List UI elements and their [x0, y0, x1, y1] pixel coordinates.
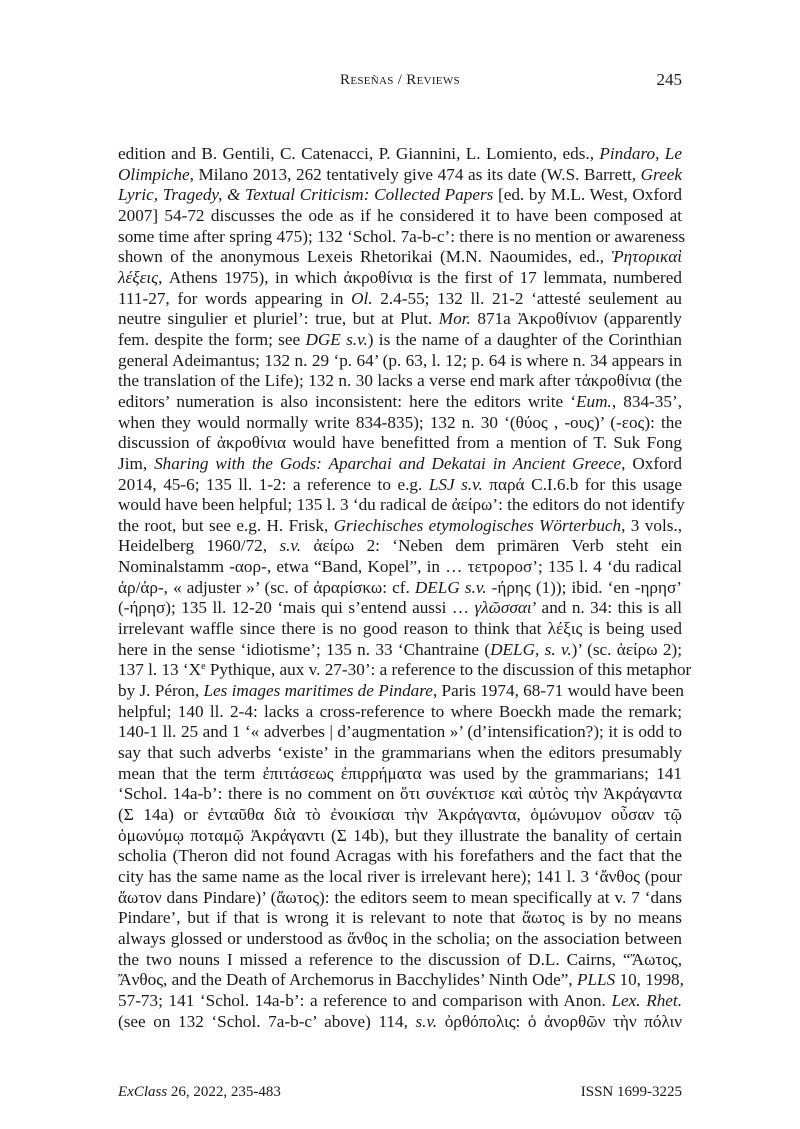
text-segment: , Athens 1975), in which ἀκροθίνια is the first of 17 lemmata, numbered [158, 267, 682, 287]
text-segment: the root, but see e.g. H. Frisk, [118, 515, 334, 535]
italic-text: s.v. [415, 1011, 438, 1031]
text-segment: (see on 132 ‘Schol. 7a-b-c’ above) 114, [118, 1011, 416, 1031]
text-line [118, 536, 682, 557]
text-segment: editors’ numeration is also inconsistent: here the editors write ‘ [118, 391, 577, 411]
text-segment: helpful; 140 ll. 2-4: lacks a cross-reference to where Boeckh made the remark; [118, 701, 682, 721]
italic-text: Ῥητορικαὶ [611, 247, 682, 267]
text-line [118, 206, 682, 227]
text-line [118, 516, 682, 537]
text-segment: , Paris 1974, 68-71 would have been [432, 681, 685, 701]
italic-text: s.v. [279, 536, 302, 556]
text-segment: scholia (Theron did not found Acragas with his forefathers and the fact that the [118, 846, 682, 866]
text-segment: ὀρθόπολις: ὁ ἀνορθῶν τὴν πόλιν [437, 1011, 682, 1031]
text-line [118, 619, 682, 640]
text-segment: 111-27, for words appearing in [118, 288, 352, 308]
text-segment: 137 l. 13 ‘X [118, 660, 202, 680]
text-segment: shown of the anonymous Lexeis Rhetorikai (M.N. Naoumides, ed., [118, 247, 612, 267]
text-line [118, 578, 682, 599]
text-segment: ἀρ/ἀρ-, « adjuster »’ (sc. of ἀραρίσκω: cf. [118, 577, 415, 597]
italic-text: Greek [640, 164, 682, 184]
italic-text: DGE s.v. [305, 329, 368, 349]
text-line [118, 929, 682, 950]
text-segment: ‘Schol. 14a-b’: there is no comment on ὅτι συνέκτισε καὶ αὐτὸς τὴν Ἀκράγαντα [118, 784, 682, 804]
text-line [118, 805, 682, 826]
footer-citation [118, 1084, 281, 1101]
text-line [118, 867, 682, 888]
text-segment: the translation of the Life); 132 n. 30 lacks a verse end mark after τἀκροθίνια (the [118, 371, 682, 391]
italic-text: Lyric, Tragedy, & Textual Criticism: Collected Papers [118, 185, 494, 205]
text-segment: Nominalstamm -αορ-, etwa “Band, Kopel”, in … τετροροσ’; 135 l. 4 ‘du radical [118, 557, 682, 577]
text-segment: Heidelberg 1960/72, [118, 536, 280, 556]
italic-text: Olimpiche [118, 164, 190, 184]
text-line [118, 289, 682, 310]
text-line [118, 144, 682, 165]
text-line [118, 351, 682, 372]
text-segment: irrelevant waffle since there is no good reason to think that λέξις is being used [118, 619, 682, 639]
text-line [118, 743, 682, 764]
text-line [118, 598, 682, 619]
text-segment: , Milano 2013, 262 tentatively give 474 as its date (W.S. Barrett, [189, 164, 641, 184]
text-segment: say that such adverbs ‘existe’ in the grammarians when the editors presumably [118, 743, 682, 763]
text-segment: city has the same name as the local river is irrelevant here); 141 l. 3 ‘ἄνθος (pour [118, 866, 682, 886]
text-line [118, 722, 682, 743]
text-line [118, 371, 682, 392]
italic-text: DELG s.v. [414, 577, 487, 597]
text-segment: mean that the term ἐπιτάσεως ἐπιρρήματα was used by the grammarians; 141 [118, 763, 682, 783]
text-segment: the two nouns I missed a reference to the discussion of D.L. Cairns, “Ἄωτος, [118, 949, 682, 969]
text-line [118, 908, 682, 929]
body-text [118, 144, 692, 1032]
text-segment: would have been helpful; 135 l. 3 ‘du radical de ἀείρω’: the editors do not identify [118, 495, 685, 515]
text-segment: ) is the name of a daughter of the Corinthian [367, 329, 682, 349]
text-segment: -ήρης (1)); ibid. ‘en -ηρησ’ [486, 577, 682, 597]
italic-text: Griechisches etymologisches Wörterbuch [333, 515, 622, 535]
text-segment: neutre singulier et pluriel’: true, but at Plut. [118, 309, 439, 329]
text-segment: by J. Péron, [118, 681, 204, 701]
text-segment: some time after spring 475); 132 ‘Schol. 7a-b-c’: there is no mention or awareness [118, 226, 686, 246]
text-segment: always glossed or understood as ἄνθος in the scholia; on the association between [118, 928, 682, 948]
text-line [118, 475, 682, 496]
text-line [118, 433, 682, 454]
text-segment: when they would normally write 834-835); 132 n. 30 ‘(θύος , -ους)’ (-εος): the [118, 412, 682, 432]
italic-text: LSJ s.v. [428, 474, 483, 494]
text-segment: 871a Ἀκροθίνιον (apparently [470, 309, 683, 329]
italic-text: DELG, s. v. [490, 639, 572, 659]
text-segment: , 834-35’, [611, 391, 682, 411]
text-segment: (Σ 14a) or ἐνταῦθα διὰ τὸ ἐνοικίσαι τὴν Ἀκράγαντα, ὁμώνυμον οὖσαν τῷ [118, 805, 682, 824]
italic-text: Mor. [438, 309, 471, 329]
italic-text: γλῶσσαι [474, 598, 532, 618]
text-segment: )’ (sc. ἀείρω 2); [571, 639, 682, 659]
italic-text: Lex. Rhet. [611, 990, 682, 1010]
text-line [118, 454, 682, 475]
text-segment: ἀείρω 2: ‘Neben dem primären Verb steht ein [301, 536, 682, 556]
text-segment: , 3 vols., [621, 515, 682, 535]
journal-volume: 26, 2022, 235-483 [167, 1084, 281, 1100]
text-segment: Ἄνθος, and the Death of Archemorus in Bacchylides’ Ninth Ode”, [118, 970, 577, 990]
text-segment: fem. despite the form; see [118, 329, 306, 349]
footer-issn: ISSN 1699-3225 [580, 1084, 682, 1100]
text-line [118, 702, 682, 723]
text-segment: ὁμωνύμῳ ποταμῷ Ἀκράγαντι (Σ 14b), but they illustrate the banality of certain [118, 825, 682, 845]
text-segment: edition and B. Gentili, C. Catenacci, P. Giannini, L. Lomiento, eds., [118, 144, 600, 163]
text-line [118, 330, 682, 351]
text-segment: Pythique, aux v. 27-30’: a reference to the discussion of this metaphor [205, 660, 692, 680]
text-line [118, 764, 682, 785]
text-line [118, 681, 685, 702]
text-line [118, 247, 682, 268]
italic-text: Ol. [351, 288, 373, 308]
text-segment: 140-1 ll. 25 and 1 ‘« adverbes | d’augmentation »’ (d’intensification?); it is odd to [118, 722, 682, 742]
text-line [118, 309, 682, 330]
text-line [118, 557, 682, 578]
italic-text: λέξεις [118, 267, 159, 287]
text-line [118, 226, 686, 248]
text-segment: discussion of ἀκροθίνια would have benefitted from a mention of T. Suk Fong [118, 433, 682, 453]
italic-text: Sharing with the Gods: Aparchai and Dekatai in Ancient Greece [154, 453, 622, 473]
text-line [118, 392, 682, 413]
italic-text: Pindaro, Le [599, 144, 682, 163]
text-line [118, 165, 682, 186]
text-segment: , Oxford [621, 453, 682, 473]
text-line [118, 413, 682, 434]
text-segment: ’ and n. 34: this is all [531, 598, 682, 618]
text-line [118, 888, 682, 909]
text-segment: παρά C.I.6.b for this usage [482, 474, 682, 494]
text-segment: 57-73; 141 ‘Schol. 14a-b’: a reference to and comparison with Anon. [118, 990, 612, 1010]
text-line [118, 991, 682, 1012]
superscript: e [201, 661, 206, 673]
running-title: Reseñas / Reviews [340, 72, 460, 88]
text-segment: 2014, 45-6; 135 ll. 1-2: a reference to e.g. [118, 474, 429, 494]
text-line [118, 268, 682, 289]
text-line [118, 1012, 682, 1033]
text-segment: [ed. by M.L. West, Oxford [493, 185, 683, 205]
text-segment: Jim, [118, 453, 155, 473]
text-line [118, 495, 685, 516]
text-line [118, 640, 682, 661]
text-segment: 2007] 54-72 discusses the ode as if he considered it to have been composed at [118, 205, 682, 225]
italic-text: PLLS [576, 970, 616, 990]
text-segment: 2.4-55; 132 ll. 21-2 ‘attesté seulement au [372, 288, 682, 308]
running-head [118, 70, 682, 94]
text-segment: Pindare’, but if that is wrong it is relevant to note that ἄωτος is by no means [118, 908, 682, 928]
text-line [118, 950, 682, 971]
italic-text: Eum. [576, 391, 612, 411]
text-line [118, 185, 682, 206]
text-line [118, 846, 682, 867]
text-segment: ἄωτον dans Pindare)’ (ἄωτος): the editors seem to mean specifically at v. 7 ‘dans [118, 887, 682, 907]
text-line [118, 660, 692, 681]
text-line [118, 970, 682, 991]
text-segment: general Adeimantus; 132 n. 29 ‘p. 64’ (p. 63, l. 12; p. 64 is where n. 34 appears in [118, 350, 682, 370]
text-segment: (-ήρησ); 135 ll. 12-20 ‘mais qui s’entend aussi … [118, 598, 475, 618]
text-line [118, 826, 682, 847]
page-number: 245 [656, 70, 682, 89]
text-segment: 10, 1998, [615, 970, 684, 990]
italic-text: Les images maritimes de Pindare [203, 681, 433, 701]
text-line [118, 784, 682, 805]
text-segment: here in the sense ‘idiotisme’; 135 n. 33 ‘Chantraine ( [118, 639, 491, 659]
journal-name: ExClass [118, 1084, 168, 1100]
